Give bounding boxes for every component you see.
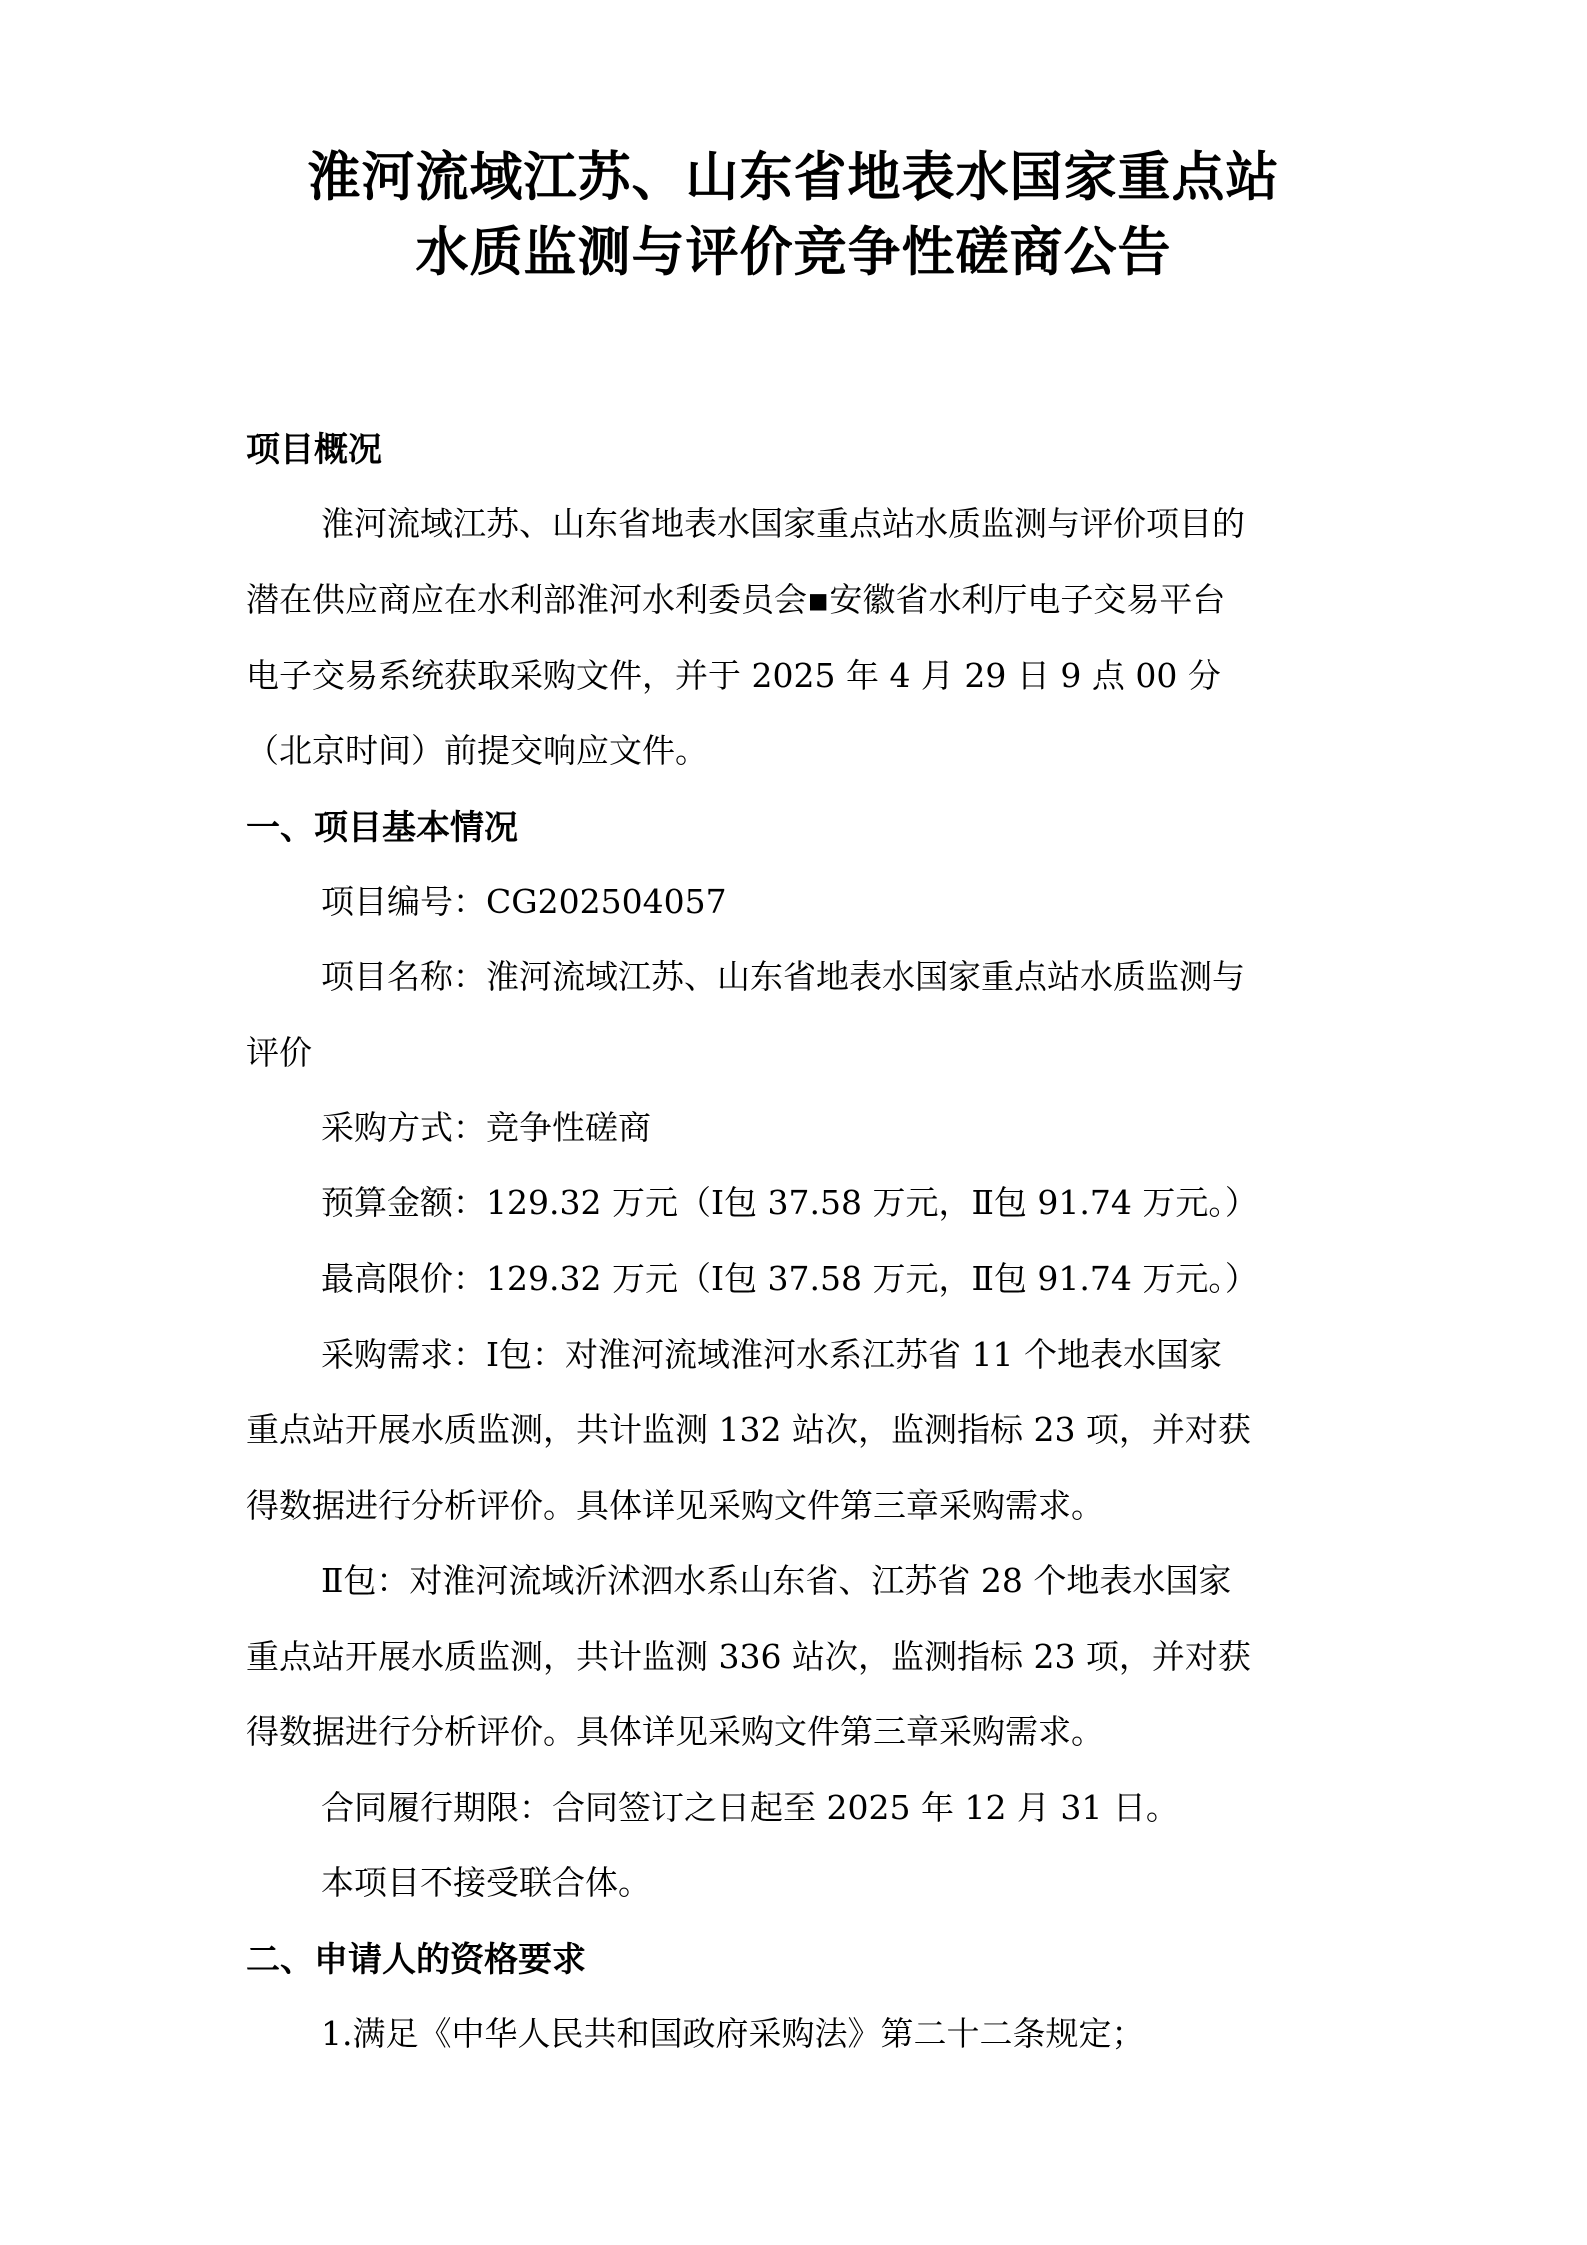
overview-paragraph-line: 潜在供应商应在水利部淮河水利委员会▪安徽省水利厅电子交易平台 [246,580,1226,619]
section-1-heading: 一、项目基本情况 [246,808,518,848]
requirement-lot-1-line: 重点站开展水质监测，共计监测 132 站次，监测指标 23 项，并对获 [246,1410,1251,1449]
project-number: 项目编号：CG202504057 [321,882,727,921]
overview-paragraph-line: 淮河流域江苏、山东省地表水国家重点站水质监测与评价项目的 [321,504,1245,543]
requirement-lot-2-line: 重点站开展水质监测，共计监测 336 站次，监测指标 23 项，并对获 [246,1637,1251,1676]
project-name-line: 项目名称：淮河流域江苏、山东省地表水国家重点站水质监测与 [321,957,1245,996]
requirement-lot-2-line: Ⅱ包：对淮河流域沂沭泗水系山东省、江苏省 28 个地表水国家 [321,1561,1232,1600]
document-title-line-2: 水质监测与评价竞争性磋商公告 [415,221,1172,283]
requirement-lot-1-line: 采购需求：Ⅰ包：对淮河流域淮河水系江苏省 11 个地表水国家 [321,1335,1223,1374]
project-name-line: 评价 [246,1033,312,1072]
overview-paragraph-line: （北京时间）前提交响应文件。 [246,731,708,770]
procurement-method: 采购方式：竞争性磋商 [321,1108,651,1147]
requirement-lot-1-line: 得数据进行分析评价。具体详见采购文件第三章采购需求。 [246,1486,1104,1525]
section-2-heading: 二、申请人的资格要求 [246,1940,586,1980]
maximum-price: 最高限价：129.32 万元（Ⅰ包 37.58 万元，Ⅱ包 91.74 万元。） [321,1259,1258,1298]
contract-period: 合同履行期限：合同签订之日起至 2025 年 12 月 31 日。 [321,1788,1179,1827]
budget-amount: 预算金额：129.32 万元（Ⅰ包 37.58 万元，Ⅱ包 91.74 万元。） [321,1183,1258,1222]
document-title-line-1: 淮河流域江苏、山东省地表水国家重点站 [307,146,1280,208]
no-consortium-note: 本项目不接受联合体。 [321,1863,651,1902]
qualification-item-1: 1.满足《中华人民共和国政府采购法》第二十二条规定； [321,2014,1145,2053]
overview-heading: 项目概况 [246,430,382,470]
requirement-lot-2-line: 得数据进行分析评价。具体详见采购文件第三章采购需求。 [246,1712,1104,1751]
overview-paragraph-line: 电子交易系统获取采购文件，并于 2025 年 4 月 29 日 9 点 00 分 [246,656,1221,695]
